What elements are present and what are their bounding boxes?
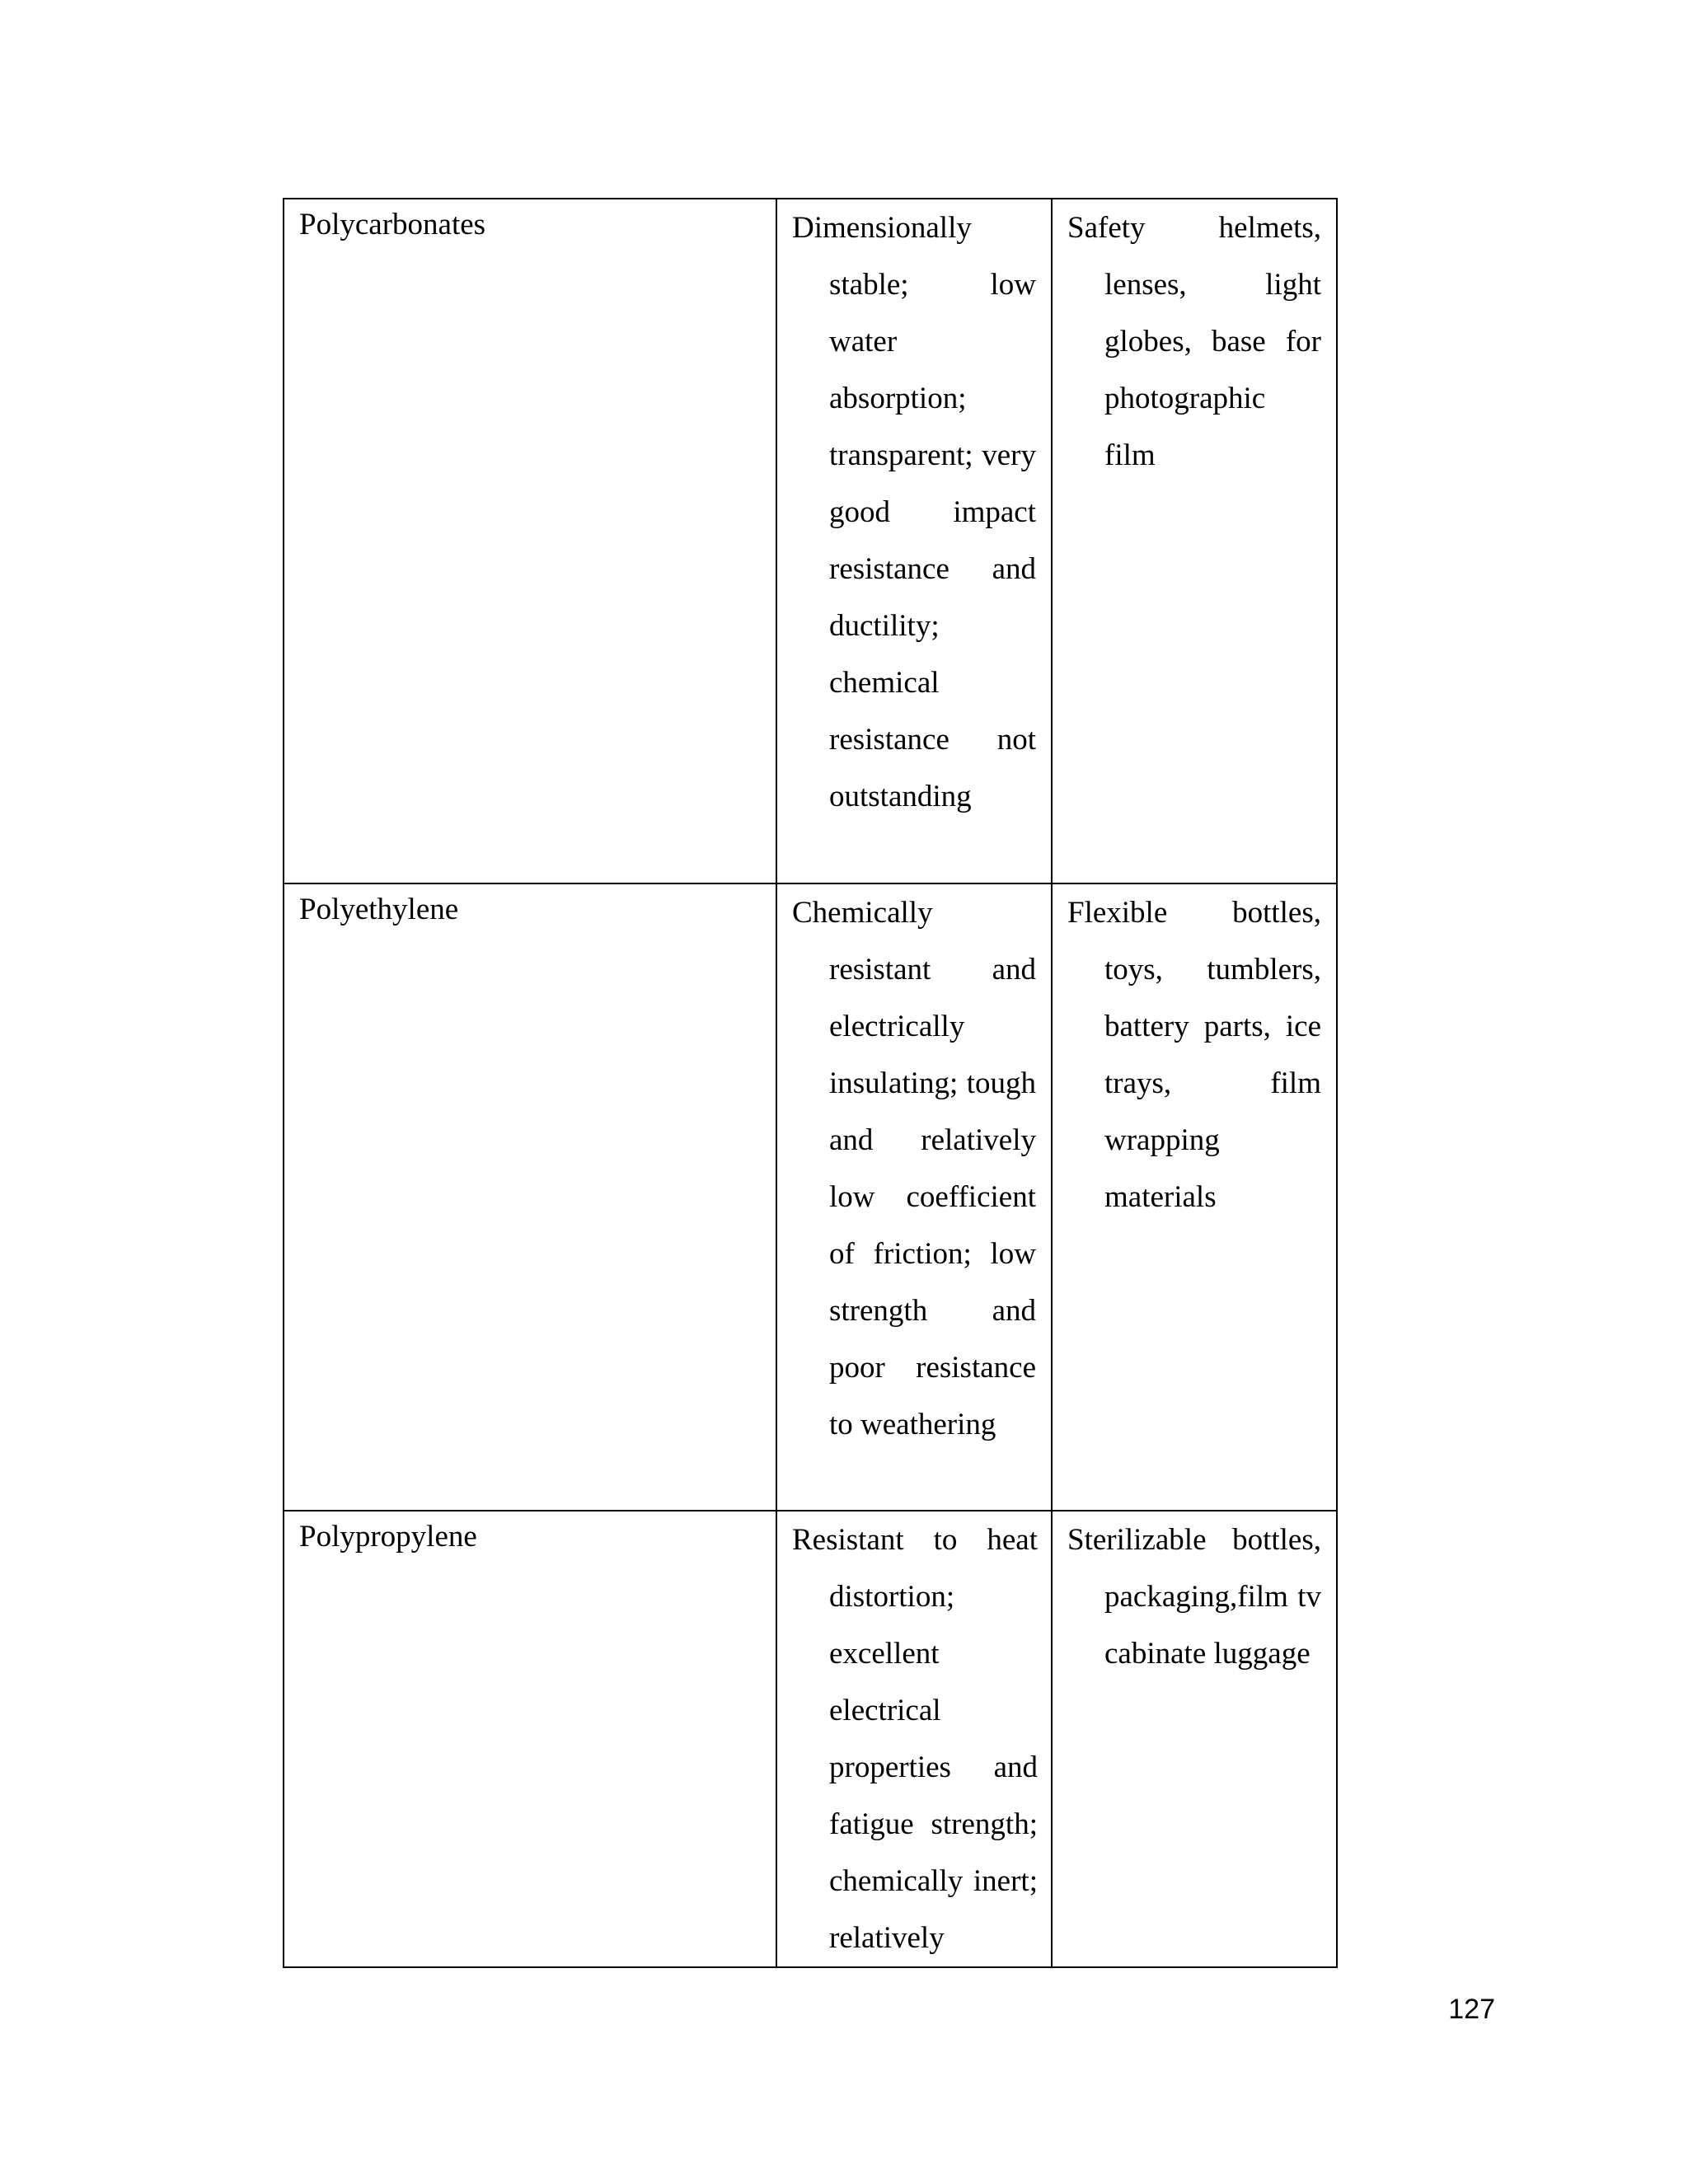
- properties-cell: [776, 199, 1052, 883]
- material-name: Polyethylene: [299, 893, 459, 926]
- applications-cell: [1052, 883, 1337, 1511]
- properties-text: Resistant to heat distortion; excellent electrical properties and fatigue strength; chemically inert; relatively: [792, 1523, 1038, 1955]
- material-cell: [284, 1511, 776, 1967]
- materials-table: [283, 198, 1338, 1968]
- applications-text: Safety helmets, lenses, light globes, base for photographic film: [1067, 211, 1321, 472]
- properties-cell: [776, 1511, 1052, 1967]
- applications-cell: [1052, 1511, 1337, 1967]
- applications-cell: [1052, 199, 1337, 883]
- table-row: [284, 883, 1337, 1511]
- applications-text: Sterilizable bottles, packaging,film tv cabinate luggage: [1067, 1523, 1321, 1671]
- material-cell: [284, 199, 776, 883]
- material-name: Polycarbonates: [299, 208, 486, 241]
- properties-text: Dimensionally stable; low water absorption; transparent; very good impact resistance and ductility; chemical resistance not outstanding: [792, 211, 1036, 813]
- page-number: 127: [1448, 1994, 1495, 2025]
- material-name: Polypropylene: [299, 1520, 477, 1554]
- table-row: [284, 199, 1337, 883]
- properties-cell: [776, 883, 1052, 1511]
- table-row: [284, 1511, 1337, 1967]
- material-cell: [284, 883, 776, 1511]
- applications-text: Flexible bottles, toys, tumblers, battery parts, ice trays, film wrapping materials: [1067, 896, 1321, 1214]
- properties-text: Chemically resistant and electrically insulating; tough and relatively low coefficient of friction; low strength and poor resistance to weathering: [792, 896, 1036, 1441]
